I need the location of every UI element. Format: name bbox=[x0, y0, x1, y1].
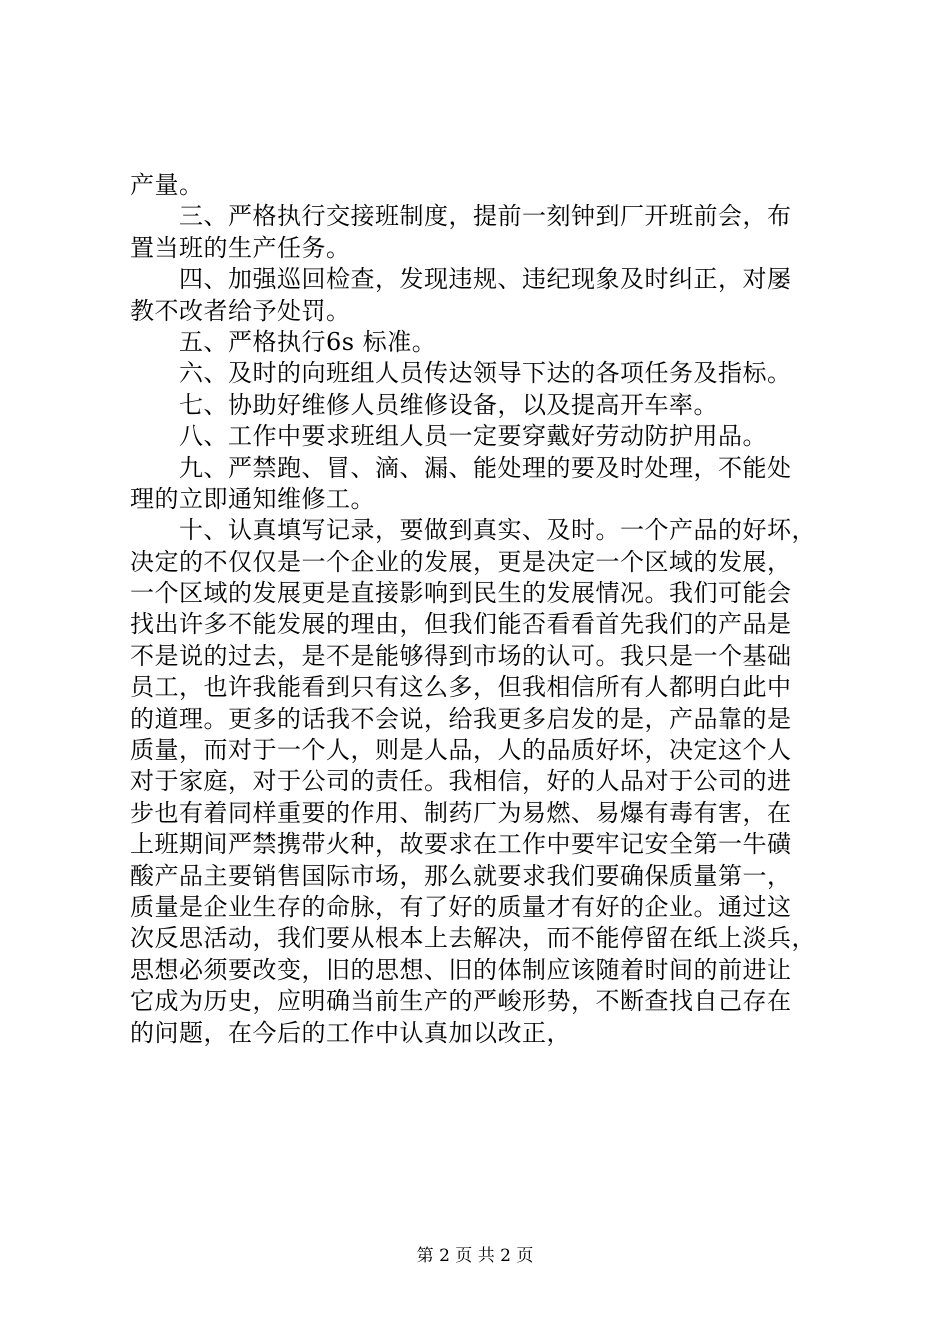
text-line: 步也有着同样重要的作用、制药厂为易燃、易爆有毒有害，在 bbox=[130, 798, 792, 827]
text-line: 决定的不仅仅是一个企业的发展，更是决定一个区域的发展， bbox=[130, 547, 792, 576]
text-line: 置当班的生产任务。 bbox=[130, 233, 351, 262]
text-line: 不是说的过去，是不是能够得到市场的认可。我只是一个基础 bbox=[130, 641, 792, 670]
text-line: 五、严格执行6s 标准。 bbox=[130, 327, 437, 356]
text-line: 理的立即通知维修工。 bbox=[130, 484, 375, 513]
text-line: 上班期间严禁携带火种，故要求在工作中要牢记安全第一牛磺 bbox=[130, 830, 792, 859]
text-line: 的问题，在今后的工作中认真加以改正， bbox=[130, 1018, 571, 1047]
text-line: 十、认真填写记录，要做到真实、及时。一个产品的好坏， bbox=[130, 516, 816, 545]
text-line: 员工，也许我能看到只有这么多，但我相信所有人都明白此中 bbox=[130, 673, 792, 702]
text-line: 它成为历史，应明确当前生产的严峻形势，不断查找自己存在 bbox=[130, 987, 792, 1016]
text-line: 产量。 bbox=[130, 171, 204, 199]
text-line: 质量是企业生存的命脉，有了好的质量才有好的企业。通过这 bbox=[130, 892, 792, 921]
text-line: 找出许多不能发展的理由，但我们能否看看首先我们的产品是 bbox=[130, 610, 792, 639]
text-line: 质量，而对于一个人，则是人品，人的品质好坏，决定这个人 bbox=[130, 736, 792, 765]
text-line: 对于家庭，对于公司的责任。我相信，好的人品对于公司的进 bbox=[130, 767, 792, 796]
text-line: 教不改者给予处罚。 bbox=[130, 296, 351, 325]
text-line: 八、工作中要求班组人员一定要穿戴好劳动防护用品。 bbox=[130, 422, 767, 451]
text-line: 酸产品主要销售国际市场，那么就要求我们要确保质量第一， bbox=[130, 861, 792, 890]
text-line: 的道理。更多的话我不会说，给我更多启发的是，产品靠的是 bbox=[130, 704, 792, 733]
document-body bbox=[130, 170, 830, 1049]
text-line: 四、加强巡回检查，发现违规、违纪现象及时纠正，对屡 bbox=[130, 265, 792, 294]
text-line: 次反思活动，我们要从根本上去解决，而不能停留在纸上淡兵， bbox=[130, 924, 816, 953]
text-line: 一个区域的发展更是直接影响到民生的发展情况。我们可能会 bbox=[130, 579, 792, 608]
text-line: 六、及时的向班组人员传达领导下达的各项任务及指标。 bbox=[130, 359, 792, 388]
text-line: 七、协助好维修人员维修设备，以及提高开车率。 bbox=[130, 390, 718, 419]
text-line: 九、严禁跑、冒、滴、漏、能处理的要及时处理，不能处 bbox=[130, 453, 792, 482]
text-line: 思想必须要改变，旧的思想、旧的体制应该随着时间的前进让 bbox=[130, 955, 792, 984]
text-line: 三、严格执行交接班制度，提前一刻钟到厂开班前会，布 bbox=[130, 202, 792, 231]
page-number-footer: 第 2 页 共 2 页 bbox=[416, 1246, 534, 1266]
